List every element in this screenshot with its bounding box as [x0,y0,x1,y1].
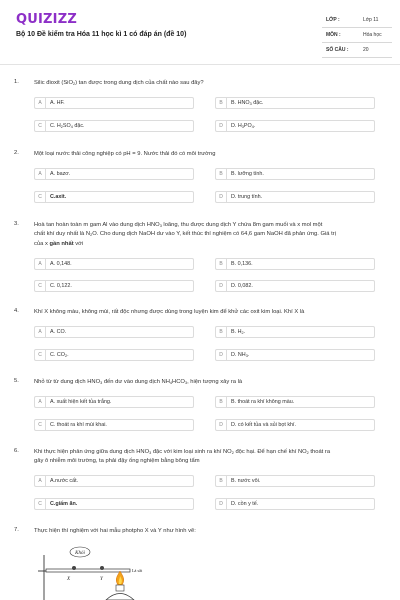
option-text: D. cồn y tế. [231,501,259,507]
option-d[interactable] [215,419,375,431]
option-text: A.nước cất. [50,478,79,484]
worksheet-meta-table [322,13,392,58]
option-letter: D [216,121,227,132]
question-text [34,221,386,248]
meta-row-class [322,13,392,28]
option-c[interactable] [34,120,194,132]
option-text: B. lưỡng tính. [231,171,264,177]
header-divider [0,64,400,65]
option-b[interactable] [215,475,375,487]
option-letter: A [35,397,46,408]
meta-value: Lớp 11 [363,17,379,23]
meta-value: Hóa học [363,32,382,38]
option-b[interactable] [215,168,375,180]
option-text: B. nước vôi. [231,478,261,484]
option-text: B. $H_2$. [231,329,246,335]
question-line: gây ô nhiễm môi trường, ta phải đậy ống nghiệm bằng bông tẩm [34,458,200,465]
option-letter: B [216,259,227,270]
option-text: C. thoát ra khí mùi khai. [50,422,107,428]
meta-row-count [322,43,392,58]
option-letter: B [216,169,227,180]
question-text: Nhỏ từ từ dung dịch $HNO_3$ đến dư vào dung dịch $NH_4HCO_3$, hiện tượng xảy ra là [34,379,243,385]
option-c[interactable] [34,498,194,510]
option-text: D. có kết tủa và sủi bọt khí. [231,422,297,428]
option-letter: B [216,476,227,487]
option-d[interactable] [215,349,375,361]
option-d[interactable] [215,120,375,132]
option-text: C. $H_2SO_4$ đặc. [50,123,85,129]
option-letter: B [216,397,227,408]
question-text: Một loại nước thải công nghiệp có pH = 9. Nước thải đó có môi trường [34,151,216,157]
option-letter: D [216,350,227,361]
option-text: A. bazơ. [50,171,71,177]
option-letter: A [35,169,46,180]
option-text: A. 0,148. [50,261,72,267]
option-a[interactable] [34,168,194,180]
question-line: Khi thực hiện phản ứng giữa dung dịch $HNO_3$ đặc với kim loại sinh ra khí $NO_2$ độc hại. Để hạn chế khí $NO_2$ thoát ra [34,449,331,455]
worksheet-title: Bộ 10 Đề kiểm tra Hóa 11 học kì 1 có đáp án (đề 10) [16,31,187,38]
question-text: Khí X không màu, không mùi, rất độc nhưng được dùng trong luyện kim để khử các oxit kim loại. Khí X là [34,309,305,315]
question-number: 4. [14,308,19,314]
question-number: 2. [14,150,19,156]
option-letter: C [35,281,46,292]
option-text: A. HF. [50,100,65,106]
option-letter: C [35,499,46,510]
meta-key: LỚP : [326,17,340,23]
option-text: D. $H_3PO_4$. [231,123,256,129]
iron-plate [46,569,130,572]
option-text: D. $NH_3$. [231,352,250,358]
burner-neck [116,585,124,591]
option-c[interactable] [34,349,194,361]
sample-x-label: X [67,577,71,582]
question-line: Hoà tan hoàn toàn m gam Al vào dung dịch $HNO_3$ loãng, thu được dung dịch Y chứa 8m gam muối và x mol một [34,222,323,228]
experiment-figure [34,543,164,600]
option-a[interactable] [34,97,194,109]
sample-y-label: Y [100,577,103,582]
option-letter: D [216,499,227,510]
question-number: 5. [14,378,19,384]
option-letter: B [216,98,227,109]
option-text: C.axit. [50,194,67,200]
option-letter: C [35,121,46,132]
question-number: 6. [14,448,19,454]
option-letter: A [35,98,46,109]
option-d[interactable] [215,280,375,292]
option-letter: D [216,192,227,203]
question-text [34,448,386,466]
sample-y-mark [100,566,104,570]
question-line: chất khí duy nhất là $N_2O$. Cho dung dịch NaOH dư vào Y, kết thúc thí nghiệm có 64,6 gam NaOH đã phản ứng. Giá trị [34,231,336,238]
option-letter: B [216,327,227,338]
question-number: 7. [14,527,19,533]
worksheet-header [0,0,400,64]
option-letter: A [35,476,46,487]
question-text: Thực hiện thí nghiệm với hai mẫu photpho X và Y như hình vẽ: [34,528,196,534]
question-line: của x gần nhất với [34,240,84,247]
option-text: C. 0,122. [50,283,72,289]
quizizz-logo: QUIZIZZ [16,12,77,27]
meta-value: 20 [363,47,369,53]
option-text: B. $HNO_3$ đặc. [231,100,264,106]
burner-base [106,594,134,600]
option-letter: D [216,281,227,292]
option-text: B. thoát ra khí không màu. [231,399,295,405]
option-c[interactable] [34,419,194,431]
option-a[interactable] [34,475,194,487]
option-c[interactable] [34,280,194,292]
option-letter: A [35,259,46,270]
option-text: C.giấm ăn. [50,501,78,507]
option-text: D. 0,082. [231,283,253,289]
sample-x-mark [72,566,76,570]
option-text: C. $CO_2$. [50,352,69,358]
option-b[interactable] [215,326,375,338]
option-a[interactable] [34,258,194,270]
option-letter: C [35,350,46,361]
question-number: 3. [14,221,19,227]
meta-key: SỐ CÂU : [326,47,349,53]
option-d[interactable] [215,498,375,510]
option-text: B. 0,136. [231,261,253,267]
option-d[interactable] [215,191,375,203]
smoke-label: Khói [75,551,85,556]
option-text: A. CO. [50,329,67,335]
option-letter: C [35,192,46,203]
option-letter: D [216,420,227,431]
meta-row-subject [322,28,392,43]
option-b[interactable] [215,97,375,109]
option-b[interactable] [215,396,375,408]
option-b[interactable] [215,258,375,270]
meta-key: MÔN : [326,32,341,38]
option-letter: C [35,420,46,431]
option-text: D. trung tính. [231,194,263,200]
option-a[interactable] [34,396,194,408]
option-c[interactable] [34,191,194,203]
option-letter: A [35,327,46,338]
question-text: Silic đioxit (SiO$_2$) tan được trong dung dịch của chất nào sau đây? [34,80,204,86]
question-number: 1. [14,79,19,85]
option-a[interactable] [34,326,194,338]
option-text: A. xuất hiện kết tủa trắng. [50,399,112,405]
plate-label: Lá sắt [132,568,143,573]
